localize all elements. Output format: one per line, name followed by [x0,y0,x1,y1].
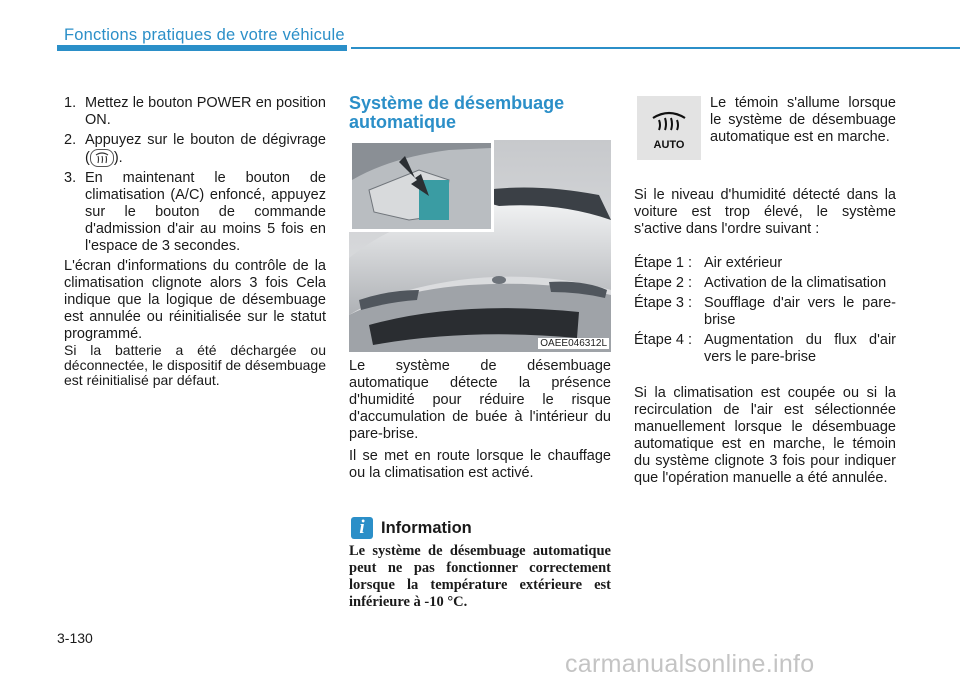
stage-text: Soufflage d'air vers le pare-brise [704,295,896,328]
page-number: 3-130 [57,630,93,646]
step-1 [64,95,326,129]
step-text-after: ). [113,150,123,166]
stage-label: Étape 4 : [634,332,693,348]
information-heading [351,517,472,539]
step-text: En maintenant le bouton de climatisation (A/C) enfoncé, appuyez sur le bouton de commande d'admission d'air au moins 5 fois en l'espace de 3 secondes. [85,170,326,254]
image-code: OAEE046312L [540,338,607,349]
header-rule-thin [351,47,960,49]
right-column [634,187,896,487]
watermark: carmanualsonline.info [565,650,815,678]
step-2 [64,132,326,167]
info-icon: i [351,517,373,539]
stage-2 [634,275,896,292]
stage-3 [634,295,896,329]
stage-label: Étape 1 : [634,255,693,271]
battery-note: Si la batterie a été déchargée ou déconnectée, le dispositif de désembuage est réinitialisé par défaut. [64,342,326,388]
step-number: 3. [64,170,77,186]
reset-paragraph: L'écran d'informations du contrôle de la climatisation clignote alors 3 fois Cela indique que la logique de désembuage est annulée ou réinitialisée sur le statut programmé. [64,258,326,342]
step-number: 1. [64,95,77,111]
humidity-paragraph: Si le niveau d'humidité détecté dans la voiture est trop élevé, le système s'active dans l'ordre suivant : [634,187,896,237]
information-title: Information [381,518,472,537]
step-text: Mettez le bouton POWER en position ON. [85,95,326,128]
middle-text [349,358,611,482]
car-illustration [349,140,611,352]
indicator-text-block [710,95,896,146]
step-text-before: Appuyez sur le bouton de dégivrage ( [85,132,326,166]
stage-label: Étape 2 : [634,275,693,291]
stage-text: Air extérieur [704,255,783,271]
header-rule-thick [57,45,347,51]
stage-1 [634,255,896,272]
manual-override-paragraph: Si la climatisation est coupée ou si la recirculation de l'air est sélectionnée manuellement lorsque le désembuage automatique est en marche, le témoin du système clignote 3 fois pour indiquer que l'opération manuelle a été annulée. [634,385,896,486]
step-text [85,132,326,167]
section-title: Système de désembuage automatique [349,93,565,132]
auto-defog-description: Le système de désembuage automatique détecte la présence d'humidité pour réduire le risque d'accumulation de buée à l'intérieur du pare-brise. [349,358,611,442]
stage-label: Étape 3 : [634,295,693,311]
activation-description: Il se met en route lorsque le chauffage ou la climatisation est activé. [349,448,611,481]
stage-text: Activation de la climatisation [704,275,887,291]
indicator-description: Le témoin s'allume lorsque le système de désembuage automatique est en marche. [710,95,896,145]
car-windshield-illustration [349,140,611,352]
auto-defog-indicator-icon [637,96,701,160]
stage-4 [634,332,896,366]
information-text: Le système de désembuage automatique peut ne pas fonctionner correctement lorsque la température extérieure est inférieure à -10 °C. [349,543,611,610]
section-header: Fonctions pratiques de votre véhicule [64,26,345,44]
step-3 [64,170,326,255]
auto-label: AUTO [653,139,685,151]
stage-text: Augmentation du flux d'air vers le pare-brise [704,332,896,365]
front-defrost-icon [90,149,114,167]
step-number: 2. [64,132,77,148]
left-column [64,95,326,388]
